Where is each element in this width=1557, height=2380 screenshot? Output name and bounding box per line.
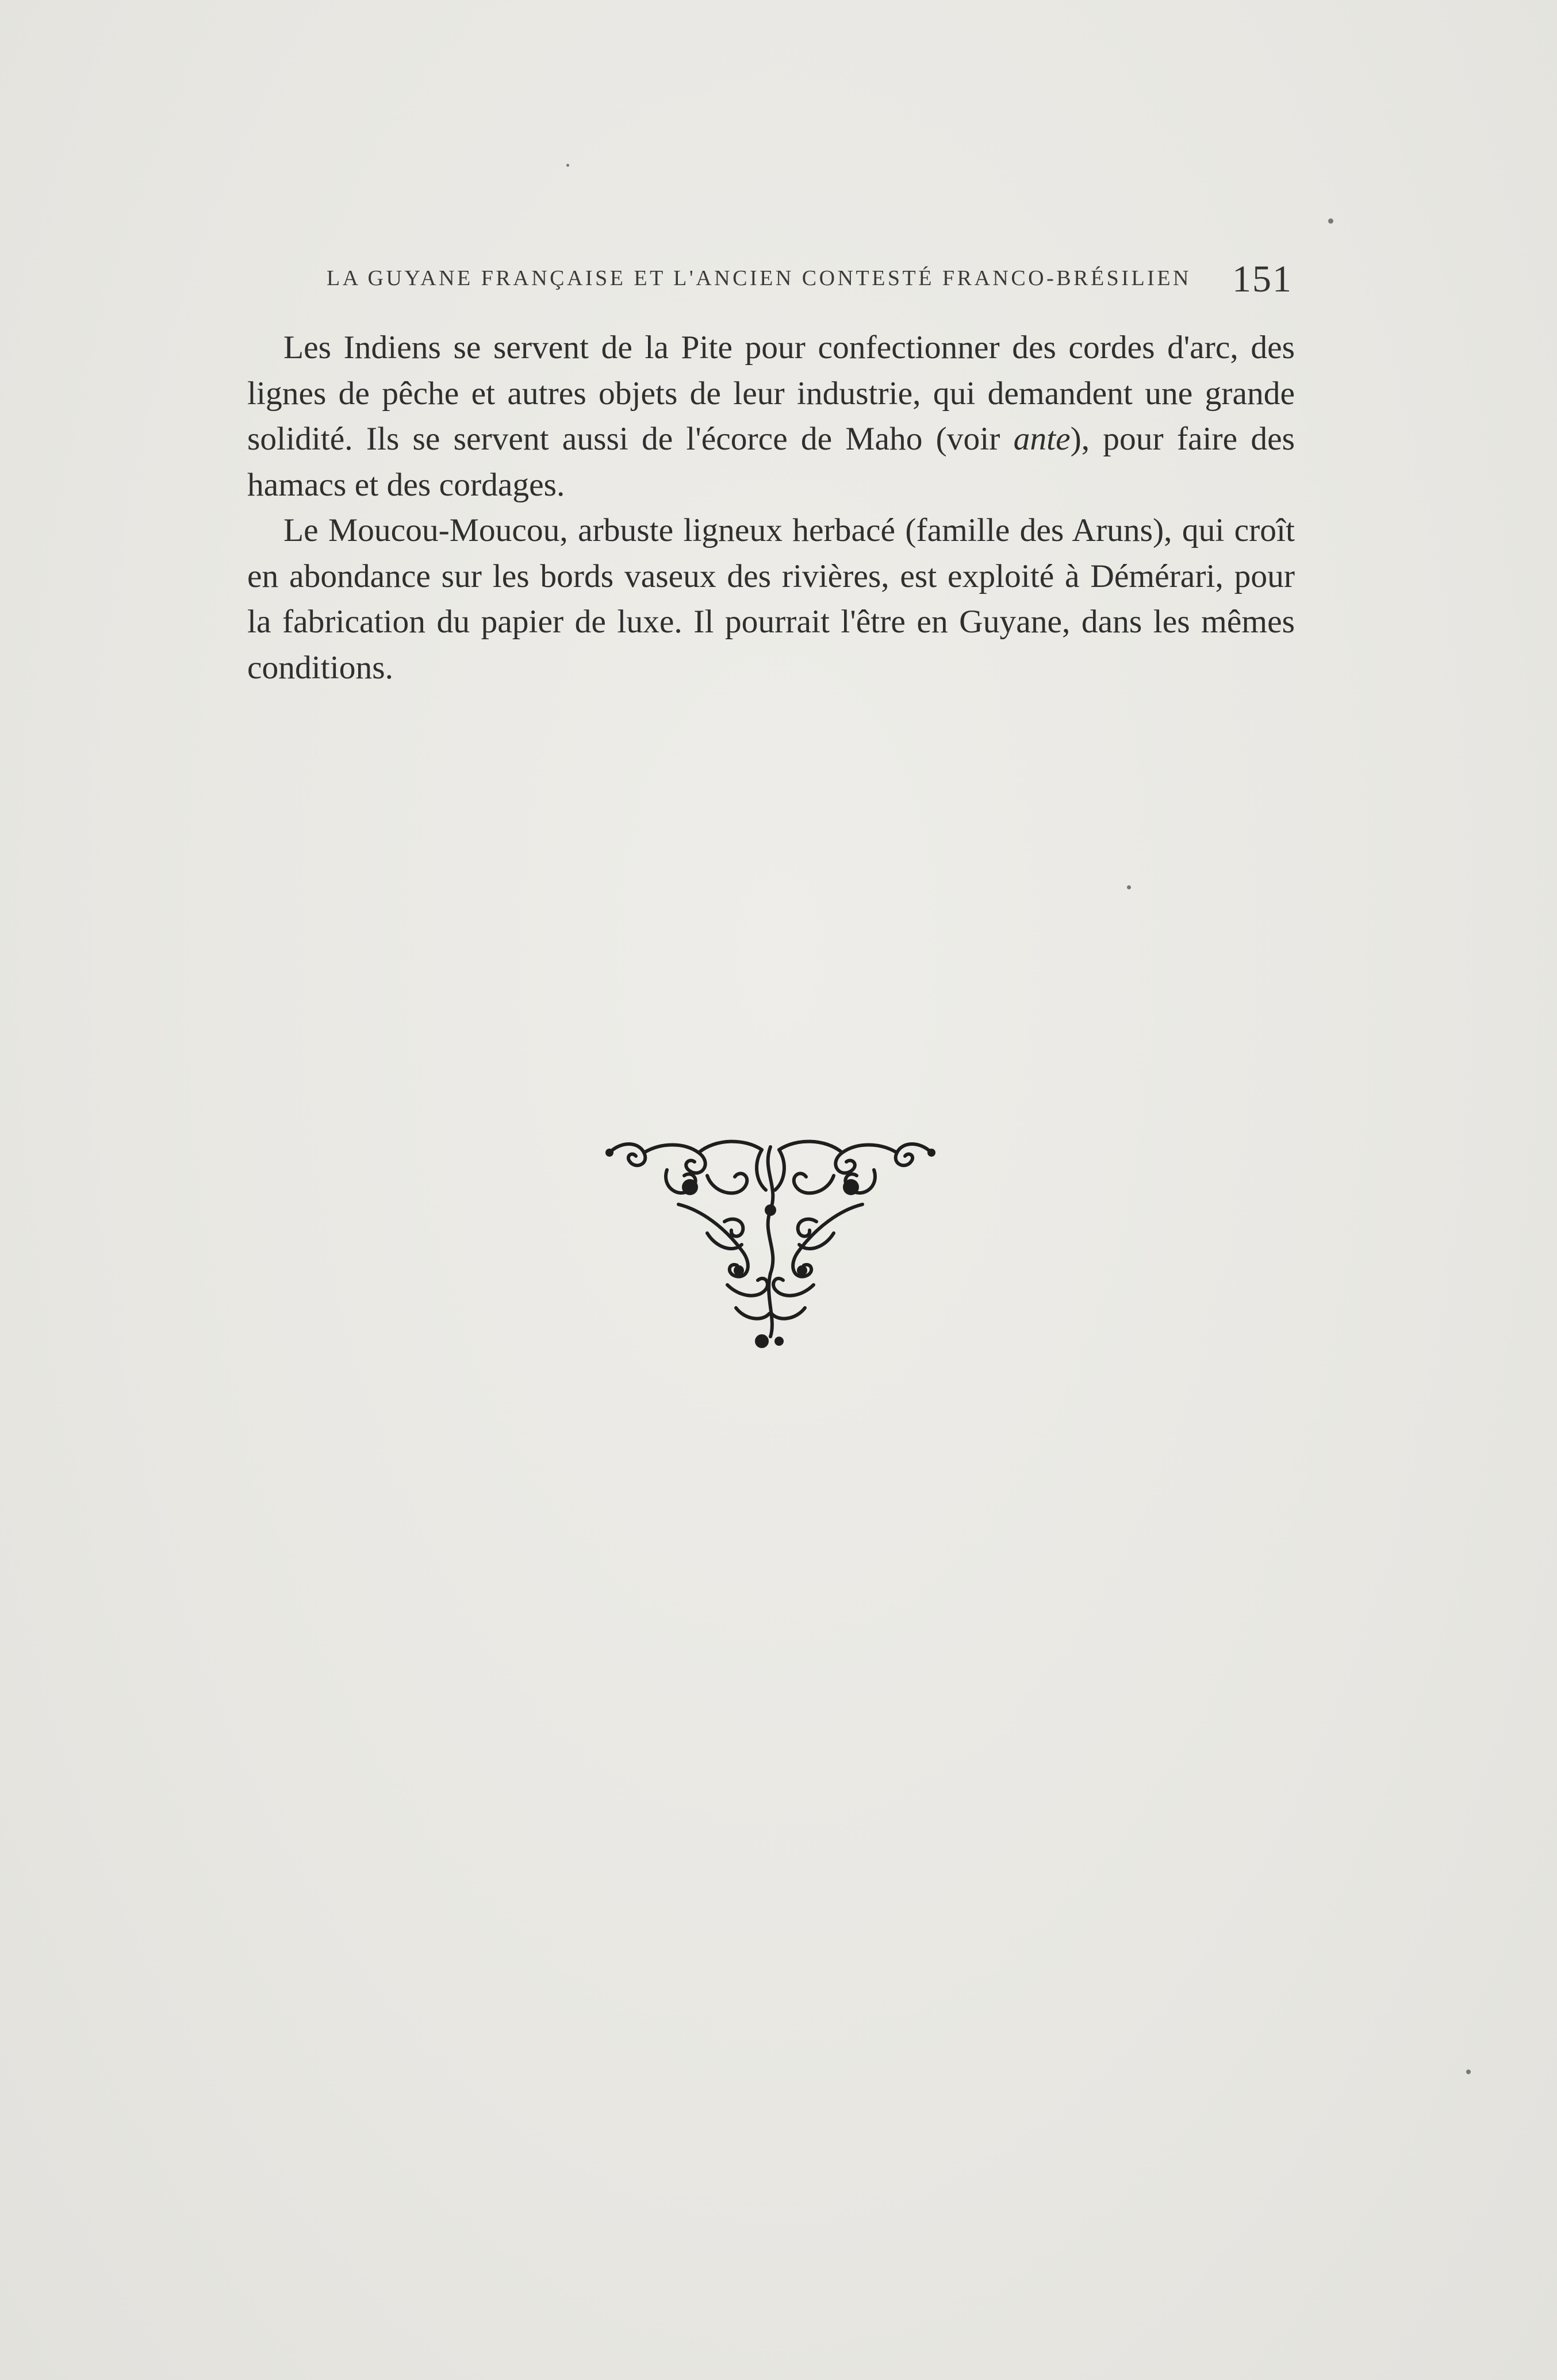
paper-speck — [566, 164, 569, 167]
paragraph-1-italic: ante — [1013, 421, 1071, 457]
paper-speck — [1466, 2070, 1471, 2074]
running-head — [327, 258, 1293, 298]
page-number: 151 — [1232, 258, 1293, 300]
paragraph-1-text-b: ), pour faire des hamacs et des cordages. — [247, 421, 1295, 503]
paper-speck — [1328, 218, 1333, 224]
paragraph-2: Le Moucou-Moucou, arbuste ligneux herbacé (famille des Aruns), qui croît en abondance sur les bords vaseux des rivières, est exploité à Démérari, pour la fabrication du papier de luxe. Il pourrait l'être en Guyane, dans les mêmes conditions. — [247, 512, 1295, 686]
body-text — [247, 325, 1295, 690]
fleuron-ornament-icon — [598, 1135, 943, 1360]
paragraph-1-text-a: Les Indiens se servent de la Pite pour confectionner des cordes d'arc, des lignes de pêche et autres objets de leur industrie, qui demandent une grande solidité. Ils se servent aussi de l'écorce de Maho (voir — [247, 329, 1295, 457]
paper-speck — [1127, 885, 1131, 889]
running-title: LA GUYANE FRANÇAISE ET L'ANCIEN CONTESTÉ FRANCO-BRÉSILIEN — [327, 266, 1191, 290]
paragraph-1 — [247, 325, 1295, 508]
